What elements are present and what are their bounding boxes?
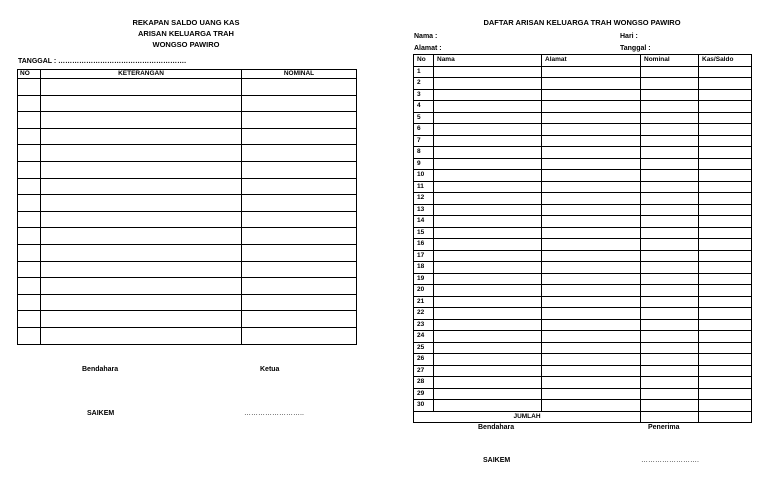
nominal-cell	[641, 365, 699, 377]
left-balance-table	[17, 69, 357, 345]
col-nama: Nama	[434, 55, 542, 67]
table-row	[414, 112, 752, 124]
nominal-cell	[641, 227, 699, 239]
nominal-cell	[641, 354, 699, 366]
keterangan-cell	[41, 161, 242, 178]
nama-cell	[434, 227, 542, 239]
nominal-cell	[641, 78, 699, 90]
nominal-cell	[641, 124, 699, 136]
nominal-cell	[242, 95, 357, 112]
alamat-cell	[542, 319, 641, 331]
kas-saldo-cell	[699, 239, 752, 251]
nominal-cell	[242, 161, 357, 178]
no-cell: 7	[414, 135, 434, 147]
alamat-cell	[542, 147, 641, 159]
left-title	[60, 17, 312, 50]
kas-saldo-cell	[699, 158, 752, 170]
alamat-cell	[542, 250, 641, 262]
table-row	[18, 228, 357, 245]
table-row	[414, 124, 752, 136]
nama-cell	[434, 112, 542, 124]
kas-saldo-cell	[699, 101, 752, 113]
keterangan-cell	[41, 145, 242, 162]
left-title-line-1: REKAPAN SALDO UANG KAS	[132, 18, 240, 27]
no-cell	[18, 327, 41, 344]
right-alamat-label: Alamat :	[414, 45, 442, 52]
total-label: JUMLAH	[414, 411, 641, 423]
nominal-cell	[641, 273, 699, 285]
kas-saldo-cell	[699, 78, 752, 90]
no-cell	[18, 311, 41, 328]
alamat-cell	[542, 342, 641, 354]
nama-cell	[434, 262, 542, 274]
no-cell	[18, 112, 41, 129]
alamat-cell	[542, 193, 641, 205]
no-cell: 26	[414, 354, 434, 366]
nominal-cell	[641, 158, 699, 170]
nama-cell	[434, 239, 542, 251]
kas-saldo-cell	[699, 89, 752, 101]
no-cell	[18, 294, 41, 311]
no-cell: 3	[414, 89, 434, 101]
table-row	[18, 278, 357, 295]
keterangan-cell	[41, 261, 242, 278]
left-title-line-2: ARISAN KELUARGA TRAH	[138, 29, 234, 38]
no-cell	[18, 228, 41, 245]
nama-cell	[434, 250, 542, 262]
alamat-cell	[542, 124, 641, 136]
table-row	[414, 227, 752, 239]
no-cell: 20	[414, 285, 434, 297]
table-row	[18, 79, 357, 96]
nominal-cell	[242, 112, 357, 129]
table-row	[414, 377, 752, 389]
table-row	[414, 170, 752, 182]
table-row	[414, 147, 752, 159]
alamat-cell	[542, 170, 641, 182]
alamat-cell	[542, 308, 641, 320]
nominal-cell	[641, 285, 699, 297]
no-cell: 17	[414, 250, 434, 262]
alamat-cell	[542, 377, 641, 389]
no-cell: 25	[414, 342, 434, 354]
kas-saldo-cell	[699, 273, 752, 285]
col-no: NO	[18, 70, 41, 79]
col-no: No	[414, 55, 434, 67]
alamat-cell	[542, 262, 641, 274]
alamat-cell	[542, 365, 641, 377]
no-cell: 12	[414, 193, 434, 205]
nama-cell	[434, 158, 542, 170]
keterangan-cell	[41, 195, 242, 212]
alamat-cell	[542, 204, 641, 216]
nominal-cell	[641, 135, 699, 147]
nominal-cell	[641, 388, 699, 400]
nominal-cell	[641, 250, 699, 262]
left-sign-ketua-name: ……………………..	[244, 410, 304, 417]
table-row	[414, 204, 752, 216]
table-row	[18, 294, 357, 311]
table-row	[414, 273, 752, 285]
table-row	[18, 195, 357, 212]
no-cell	[18, 261, 41, 278]
no-cell	[18, 161, 41, 178]
kas-saldo-cell	[699, 285, 752, 297]
table-row	[414, 216, 752, 228]
nama-cell	[434, 89, 542, 101]
kas-saldo-cell	[699, 250, 752, 262]
nominal-cell	[641, 89, 699, 101]
table-row	[414, 101, 752, 113]
nama-cell	[434, 319, 542, 331]
nama-cell	[434, 216, 542, 228]
right-sign-bendahara-role: Bendahara	[478, 424, 515, 431]
col-nominal: Nominal	[641, 55, 699, 67]
no-cell	[18, 79, 41, 96]
table-row	[414, 319, 752, 331]
total-nominal-cell	[641, 411, 699, 423]
no-cell: 28	[414, 377, 434, 389]
alamat-cell	[542, 135, 641, 147]
kas-saldo-cell	[699, 147, 752, 159]
no-cell	[18, 95, 41, 112]
nominal-cell	[641, 101, 699, 113]
no-cell	[18, 211, 41, 228]
table-row	[414, 158, 752, 170]
table-row	[18, 112, 357, 129]
alamat-cell	[542, 388, 641, 400]
nominal-cell	[641, 377, 699, 389]
no-cell: 23	[414, 319, 434, 331]
table-row	[414, 285, 752, 297]
table-row	[414, 296, 752, 308]
nama-cell	[434, 388, 542, 400]
nominal-cell	[641, 400, 699, 412]
table-row	[414, 388, 752, 400]
nominal-cell	[641, 262, 699, 274]
no-cell	[18, 128, 41, 145]
table-row	[414, 78, 752, 90]
keterangan-cell	[41, 311, 242, 328]
nominal-cell	[641, 216, 699, 228]
table-row	[18, 161, 357, 178]
kas-saldo-cell	[699, 296, 752, 308]
kas-saldo-cell	[699, 193, 752, 205]
no-cell: 2	[414, 78, 434, 90]
table-row	[414, 181, 752, 193]
col-alamat: Alamat	[542, 55, 641, 67]
no-cell: 30	[414, 400, 434, 412]
no-cell: 16	[414, 239, 434, 251]
nama-cell	[434, 66, 542, 78]
keterangan-cell	[41, 244, 242, 261]
keterangan-cell	[41, 211, 242, 228]
table-row	[18, 95, 357, 112]
kas-saldo-cell	[699, 308, 752, 320]
alamat-cell	[542, 239, 641, 251]
alamat-cell	[542, 78, 641, 90]
no-cell: 9	[414, 158, 434, 170]
no-cell: 1	[414, 66, 434, 78]
table-row	[414, 250, 752, 262]
left-sign-bendahara-name: SAIKEM	[87, 410, 115, 417]
table-row	[414, 239, 752, 251]
nominal-cell	[242, 228, 357, 245]
table-row	[18, 178, 357, 195]
keterangan-cell	[41, 327, 242, 344]
alamat-cell	[542, 331, 641, 343]
alamat-cell	[542, 227, 641, 239]
kas-saldo-cell	[699, 331, 752, 343]
nominal-cell	[641, 170, 699, 182]
alamat-cell	[542, 296, 641, 308]
total-kas-saldo-cell	[699, 411, 752, 423]
table-row	[414, 262, 752, 274]
no-cell: 14	[414, 216, 434, 228]
no-cell: 24	[414, 331, 434, 343]
keterangan-cell	[41, 79, 242, 96]
nominal-cell	[641, 308, 699, 320]
nama-cell	[434, 193, 542, 205]
nominal-cell	[242, 79, 357, 96]
nama-cell	[434, 296, 542, 308]
total-row	[414, 411, 752, 423]
kas-saldo-cell	[699, 135, 752, 147]
keterangan-cell	[41, 112, 242, 129]
no-cell: 19	[414, 273, 434, 285]
table-row	[414, 342, 752, 354]
table-row	[18, 261, 357, 278]
right-sign-penerima-role: Penerima	[648, 424, 680, 431]
nominal-cell	[242, 327, 357, 344]
col-kas-saldo: Kas/Saldo	[699, 55, 752, 67]
nominal-cell	[242, 261, 357, 278]
no-cell	[18, 244, 41, 261]
alamat-cell	[542, 273, 641, 285]
no-cell: 8	[414, 147, 434, 159]
no-cell	[18, 195, 41, 212]
keterangan-cell	[41, 178, 242, 195]
nominal-cell	[641, 331, 699, 343]
nama-cell	[434, 331, 542, 343]
nominal-cell	[641, 112, 699, 124]
table-row	[414, 331, 752, 343]
col-keterangan: KETERANGAN	[41, 70, 242, 79]
nama-cell	[434, 170, 542, 182]
no-cell: 5	[414, 112, 434, 124]
kas-saldo-cell	[699, 112, 752, 124]
nama-cell	[434, 135, 542, 147]
keterangan-cell	[41, 228, 242, 245]
no-cell: 22	[414, 308, 434, 320]
left-sign-ketua-role: Ketua	[260, 366, 280, 373]
kas-saldo-cell	[699, 354, 752, 366]
kas-saldo-cell	[699, 319, 752, 331]
alamat-cell	[542, 181, 641, 193]
right-member-table	[413, 54, 752, 423]
nominal-cell	[641, 147, 699, 159]
nama-cell	[434, 377, 542, 389]
alamat-cell	[542, 285, 641, 297]
left-table-header	[18, 70, 357, 79]
keterangan-cell	[41, 294, 242, 311]
nama-cell	[434, 101, 542, 113]
nominal-cell	[242, 195, 357, 212]
no-cell: 13	[414, 204, 434, 216]
nominal-cell	[641, 204, 699, 216]
alamat-cell	[542, 66, 641, 78]
no-cell: 21	[414, 296, 434, 308]
no-cell: 10	[414, 170, 434, 182]
nominal-cell	[242, 178, 357, 195]
alamat-cell	[542, 400, 641, 412]
alamat-cell	[542, 101, 641, 113]
alamat-cell	[542, 158, 641, 170]
kas-saldo-cell	[699, 227, 752, 239]
keterangan-cell	[41, 128, 242, 145]
left-sign-bendahara-role: Bendahara	[82, 366, 119, 373]
kas-saldo-cell	[699, 181, 752, 193]
table-row	[18, 211, 357, 228]
alamat-cell	[542, 216, 641, 228]
kas-saldo-cell	[699, 66, 752, 78]
no-cell: 18	[414, 262, 434, 274]
table-row	[414, 365, 752, 377]
alamat-cell	[542, 112, 641, 124]
left-title-line-3: WONGSO PAWIRO	[152, 40, 220, 49]
nominal-cell	[641, 239, 699, 251]
no-cell	[18, 178, 41, 195]
kas-saldo-cell	[699, 124, 752, 136]
table-row	[18, 128, 357, 145]
kas-saldo-cell	[699, 388, 752, 400]
nama-cell	[434, 124, 542, 136]
keterangan-cell	[41, 278, 242, 295]
kas-saldo-cell	[699, 262, 752, 274]
keterangan-cell	[41, 95, 242, 112]
right-table-header	[414, 55, 752, 67]
nama-cell	[434, 78, 542, 90]
right-tanggal-label: Tanggal :	[620, 45, 651, 52]
no-cell: 4	[414, 101, 434, 113]
nama-cell	[434, 147, 542, 159]
nama-cell	[434, 273, 542, 285]
right-sign-bendahara-name: SAIKEM	[483, 457, 511, 464]
table-row	[414, 308, 752, 320]
kas-saldo-cell	[699, 365, 752, 377]
table-row	[414, 354, 752, 366]
alamat-cell	[542, 89, 641, 101]
table-row	[18, 311, 357, 328]
nama-cell	[434, 308, 542, 320]
nama-cell	[434, 285, 542, 297]
right-nama-label: Nama :	[414, 33, 438, 40]
nominal-cell	[641, 342, 699, 354]
nominal-cell	[641, 296, 699, 308]
nama-cell	[434, 400, 542, 412]
alamat-cell	[542, 354, 641, 366]
nominal-cell	[242, 311, 357, 328]
no-cell: 6	[414, 124, 434, 136]
nama-cell	[434, 354, 542, 366]
nominal-cell	[242, 244, 357, 261]
no-cell: 11	[414, 181, 434, 193]
nominal-cell	[242, 211, 357, 228]
nominal-cell	[242, 145, 357, 162]
nominal-cell	[641, 181, 699, 193]
table-row	[414, 66, 752, 78]
right-hari-label: Hari :	[620, 33, 638, 40]
table-row	[414, 135, 752, 147]
nominal-cell	[242, 294, 357, 311]
kas-saldo-cell	[699, 342, 752, 354]
left-date-label: TANGGAL : ……………………………………………….	[18, 58, 187, 65]
no-cell	[18, 278, 41, 295]
no-cell: 15	[414, 227, 434, 239]
no-cell: 29	[414, 388, 434, 400]
nama-cell	[434, 181, 542, 193]
nama-cell	[434, 204, 542, 216]
nominal-cell	[641, 193, 699, 205]
table-row	[414, 193, 752, 205]
nominal-cell	[242, 128, 357, 145]
nominal-cell	[242, 278, 357, 295]
nama-cell	[434, 342, 542, 354]
right-sign-penerima-name: …………………….	[641, 457, 699, 464]
table-row	[18, 244, 357, 261]
right-title: DAFTAR ARISAN KELUARGA TRAH WONGSO PAWIRO	[483, 18, 681, 27]
table-row	[414, 400, 752, 412]
kas-saldo-cell	[699, 377, 752, 389]
kas-saldo-cell	[699, 170, 752, 182]
no-cell: 27	[414, 365, 434, 377]
nama-cell	[434, 365, 542, 377]
kas-saldo-cell	[699, 400, 752, 412]
table-row	[18, 327, 357, 344]
col-nominal: NOMINAL	[242, 70, 357, 79]
kas-saldo-cell	[699, 216, 752, 228]
table-row	[414, 89, 752, 101]
nominal-cell	[641, 319, 699, 331]
kas-saldo-cell	[699, 204, 752, 216]
table-row	[18, 145, 357, 162]
no-cell	[18, 145, 41, 162]
nominal-cell	[641, 66, 699, 78]
